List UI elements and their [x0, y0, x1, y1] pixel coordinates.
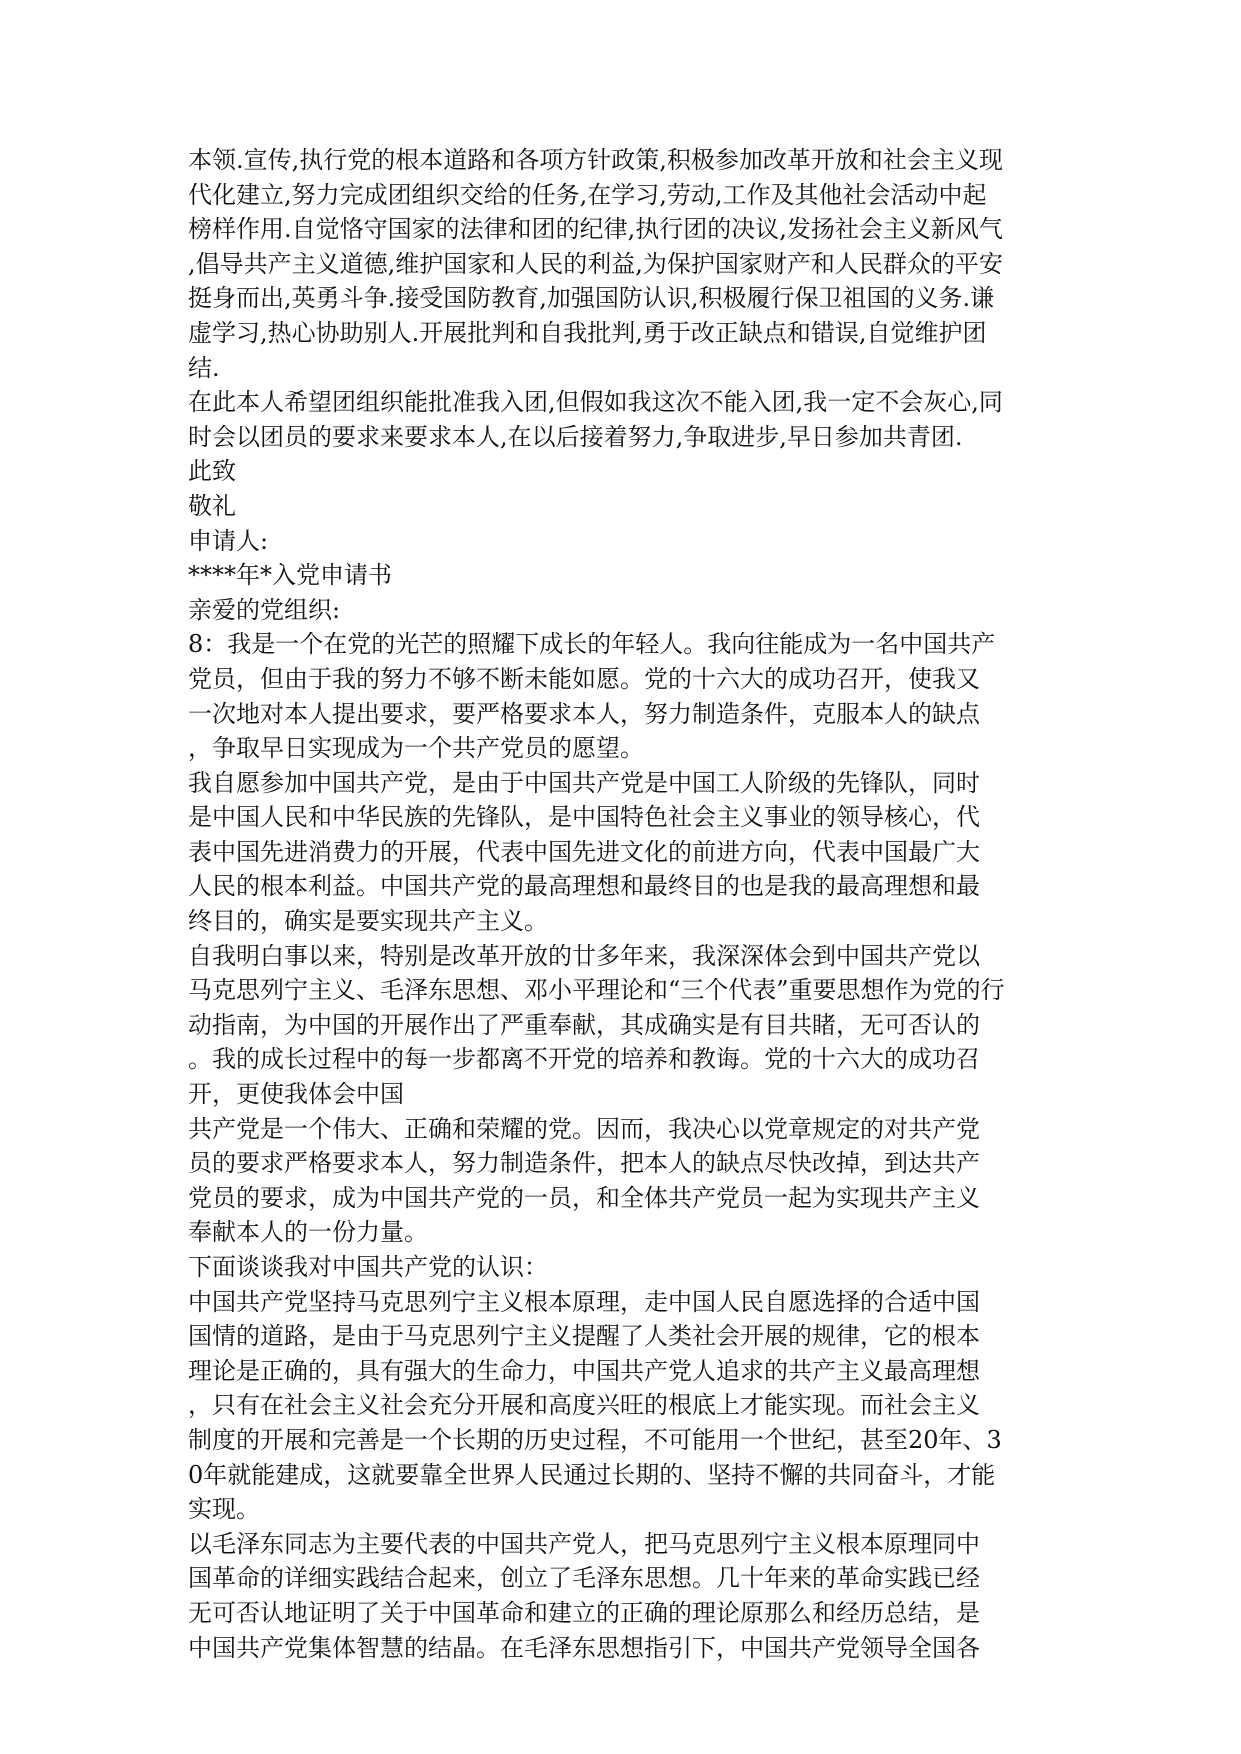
text-line: 人民的根本利益。中国共产党的最高理想和最终目的也是我的最高理想和最	[188, 872, 980, 901]
text-line: 终目的，确实是要实现共产主义。	[188, 907, 548, 936]
text-line: 中国共产党坚持马克思列宁主义根本原理，走中国人民自愿选择的合适中国	[188, 1287, 980, 1316]
text-line: 中国共产党集体智慧的结晶。在毛泽东思想指引下，中国共产党领导全国各	[188, 1633, 980, 1662]
text-line: 时会以团员的要求来要求本人,在以后接着努力,争取进步,早日参加共青团.	[188, 422, 963, 451]
text-line: 我自愿参加中国共产党，是由于中国共产党是中国工人阶级的先锋队，同时	[188, 768, 980, 797]
text-line: 申请人:	[188, 526, 269, 555]
text-line: ，争取早日实现成为一个共产党员的愿望。	[188, 734, 644, 763]
text-line: 榜样作用.自觉恪守国家的法律和团的纪律,执行团的决议,发扬社会主义新风气	[188, 215, 1003, 244]
text-line: 一次地对本人提出要求，要严格要求本人，努力制造条件，克服本人的缺点	[188, 699, 980, 728]
text-line: 无可否认地证明了关于中国革命和建立的正确的理论原那么和经历总结，是	[188, 1598, 980, 1627]
text-line: 以毛泽东同志为主要代表的中国共产党人，把马克思列宁主义根本原理同中	[188, 1529, 980, 1558]
text-line: 党员的要求，成为中国共产党的一员，和全体共产党员一起为实现共产主义	[188, 1183, 980, 1212]
text-line: 马克思列宁主义、毛泽东思想、邓小平理论和“三个代表”重要思想作为党的行	[188, 976, 1005, 1005]
text-line: 此致	[188, 457, 236, 486]
text-line: 在此本人希望团组织能批准我入团,但假如我这次不能入团,我一定不会灰心,同	[188, 388, 1003, 417]
text-line: 挺身而出,英勇斗争.接受国防教育,加强国防认识,积极履行保卫祖国的义务.谦	[188, 284, 995, 313]
text-line: 虚学习,热心协助别人.开展批判和自我批判,勇于改正缺点和错误,自觉维护团	[188, 318, 987, 347]
document-body	[188, 143, 1048, 1665]
text-line: 8：我是一个在党的光芒的照耀下成长的年轻人。我向往能成为一名中国共产	[188, 630, 996, 659]
text-line: 自我明白事以来，特别是改革开放的廿多年来，我深深体会到中国共产党以	[188, 941, 980, 970]
text-line: 开，更使我体会中国	[188, 1080, 404, 1109]
text-line: 制度的开展和完善是一个长期的历史过程，不可能用一个世纪，甚至20年、3	[188, 1425, 1002, 1454]
text-line: 是中国人民和中华民族的先锋队，是中国特色社会主义事业的领导核心，代	[188, 803, 980, 832]
text-line: 党员，但由于我的努力不够不断未能如愿。党的十六大的成功召开，使我又	[188, 664, 980, 693]
text-line: 表中国先进消费力的开展，代表中国先进文化的前进方向，代表中国最广大	[188, 837, 980, 866]
text-line: 结.	[188, 353, 220, 382]
text-line: 本领.宣传,执行党的根本道路和各项方针政策,积极参加改革开放和社会主义现	[188, 146, 1003, 174]
text-line: ,倡导共产主义道德,维护国家和人民的利益,为保护国家财产和人民群众的平安	[188, 249, 1003, 278]
text-line: ，只有在社会主义社会充分开展和高度兴旺的根底上才能实现。而社会主义	[188, 1391, 980, 1420]
text-line: 实现。	[188, 1495, 260, 1524]
text-line: 理论是正确的，具有强大的生命力，中国共产党人追求的共产主义最高理想	[188, 1356, 980, 1385]
text-line: 员的要求严格要求本人，努力制造条件，把本人的缺点尽快改掉，到达共产	[188, 1149, 980, 1178]
text-line: 下面谈谈我对中国共产党的认识：	[188, 1253, 548, 1281]
text-line: 代化建立,努力完成团组织交给的任务,在学习,劳动,工作及其他社会活动中起	[188, 180, 987, 209]
text-line: 奉献本人的一份力量。	[188, 1218, 428, 1247]
text-line: 国情的道路，是由于马克思列宁主义提醒了人类社会开展的规律，它的根本	[188, 1322, 980, 1351]
text-line: 敬礼	[188, 491, 236, 520]
text-line: 0年就能建成，这就要靠全世界人民通过长期的、坚持不懈的共同奋斗，才能	[188, 1460, 996, 1489]
text-line: 国革命的详细实践结合起来，创立了毛泽东思想。几十年来的革命实践已经	[188, 1564, 980, 1593]
text-line: 动指南，为中国的开展作出了严重奉献，其成确实是有目共睹，无可否认的	[188, 1010, 980, 1039]
text-line: 共产党是一个伟大、正确和荣耀的党。因而，我决心以党章规定的对共产党	[188, 1114, 980, 1143]
text-line: 。我的成长过程中的每一步都离不开党的培养和教诲。党的十六大的成功召	[188, 1045, 980, 1074]
text-line: ****年*入党申请书	[188, 561, 392, 590]
text-line: 亲爱的党组织:	[188, 595, 341, 624]
